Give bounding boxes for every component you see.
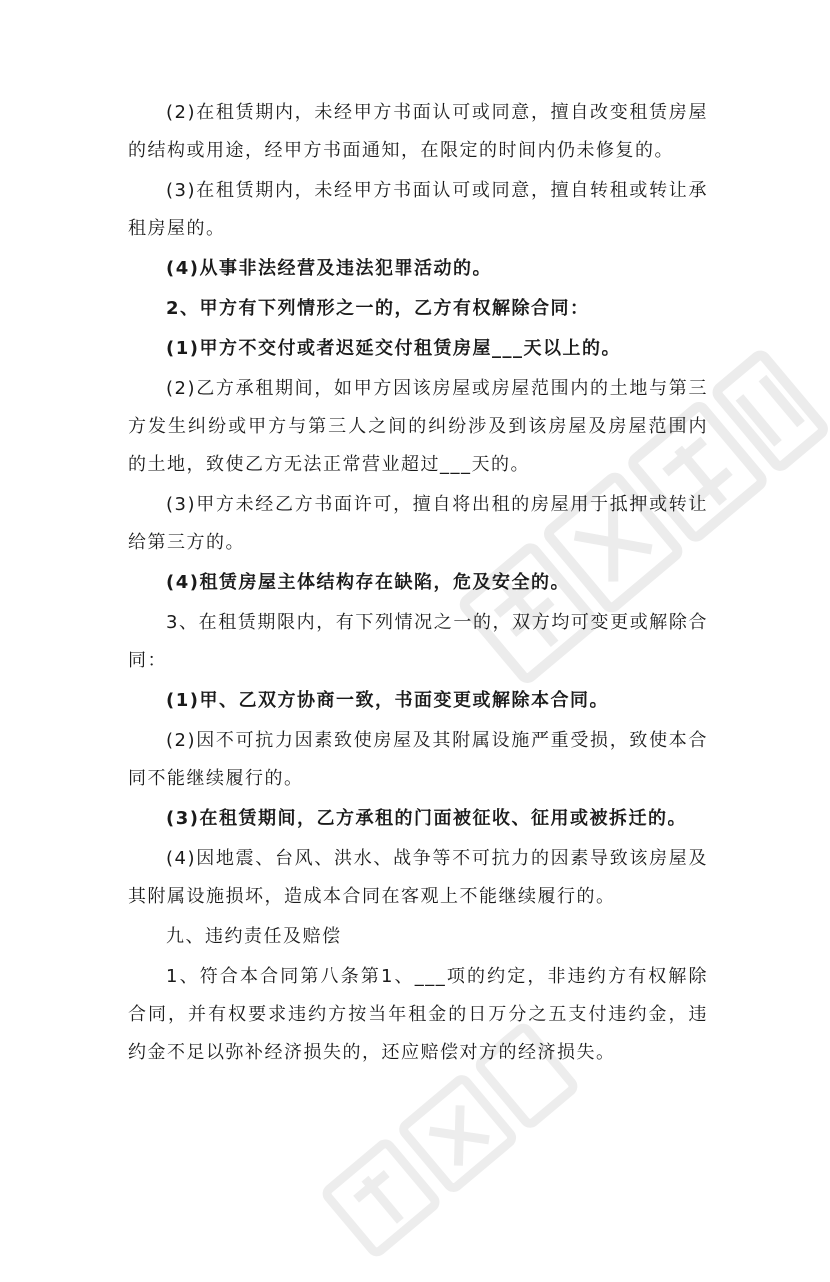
document-body [128,94,708,1074]
clause-3-4: (4)因地震、台风、洪水、战争等不可抗力的因素导致该房屋及其附属设施损坏，造成本合同在客观上不能继续履行的。 [128,848,708,907]
clause-3-1: (1)甲、乙双方协商一致，书面变更或解除本合同。 [166,690,609,711]
clause-9-1: 1、符合本合同第八条第1、___项的约定，非违约方有权解除合同，并有权要求违约方按当年租金的日万分之五支付违约金，违约金不足以弥补经济损失的，还应赔偿对方的经济损失。 [128,966,708,1063]
clause-2-4: (4)租赁房屋主体结构存在缺陷，危及安全的。 [166,572,570,593]
clause-3-3: (3)在租赁期间，乙方承租的门面被征收、征用或被拆迁的。 [166,808,687,829]
clause-2-2: (2)乙方承租期间，如甲方因该房屋或房屋范围内的土地与第三方发生纠纷或甲方与第三人之间的纠纷涉及到该房屋及房屋范围内的土地，致使乙方无法正常营业超过___天的。 [128,378,708,475]
clause-2-3: (3)甲方未经乙方书面许可，擅自将出租的房屋用于抵押或转让给第三方的。 [128,494,708,553]
section-2-heading: 2、甲方有下列情形之一的，乙方有权解除合同： [166,298,590,319]
clause-1-2: (2)在租赁期内，未经甲方书面认可或同意，擅自改变租赁房屋的结构或用途，经甲方书面通知，在限定的时间内仍未修复的。 [128,102,708,161]
chapter-9-heading: 九、违约责任及赔偿 [166,926,342,947]
clause-1-4: (4)从事非法经营及违法犯罪活动的。 [166,258,492,279]
clause-2-1: (1)甲方不交付或者迟延交付租赁房屋___天以上的。 [166,338,621,359]
section-3-heading: 3、在租赁期限内，有下列情况之一的，双方均可变更或解除合同： [128,612,708,671]
clause-1-3: (3)在租赁期内，未经甲方书面认可或同意，擅自转租或转让承租房屋的。 [128,180,708,239]
clause-3-2: (2)因不可抗力因素致使房屋及其附属设施严重受损，致使本合同不能继续履行的。 [128,730,708,789]
